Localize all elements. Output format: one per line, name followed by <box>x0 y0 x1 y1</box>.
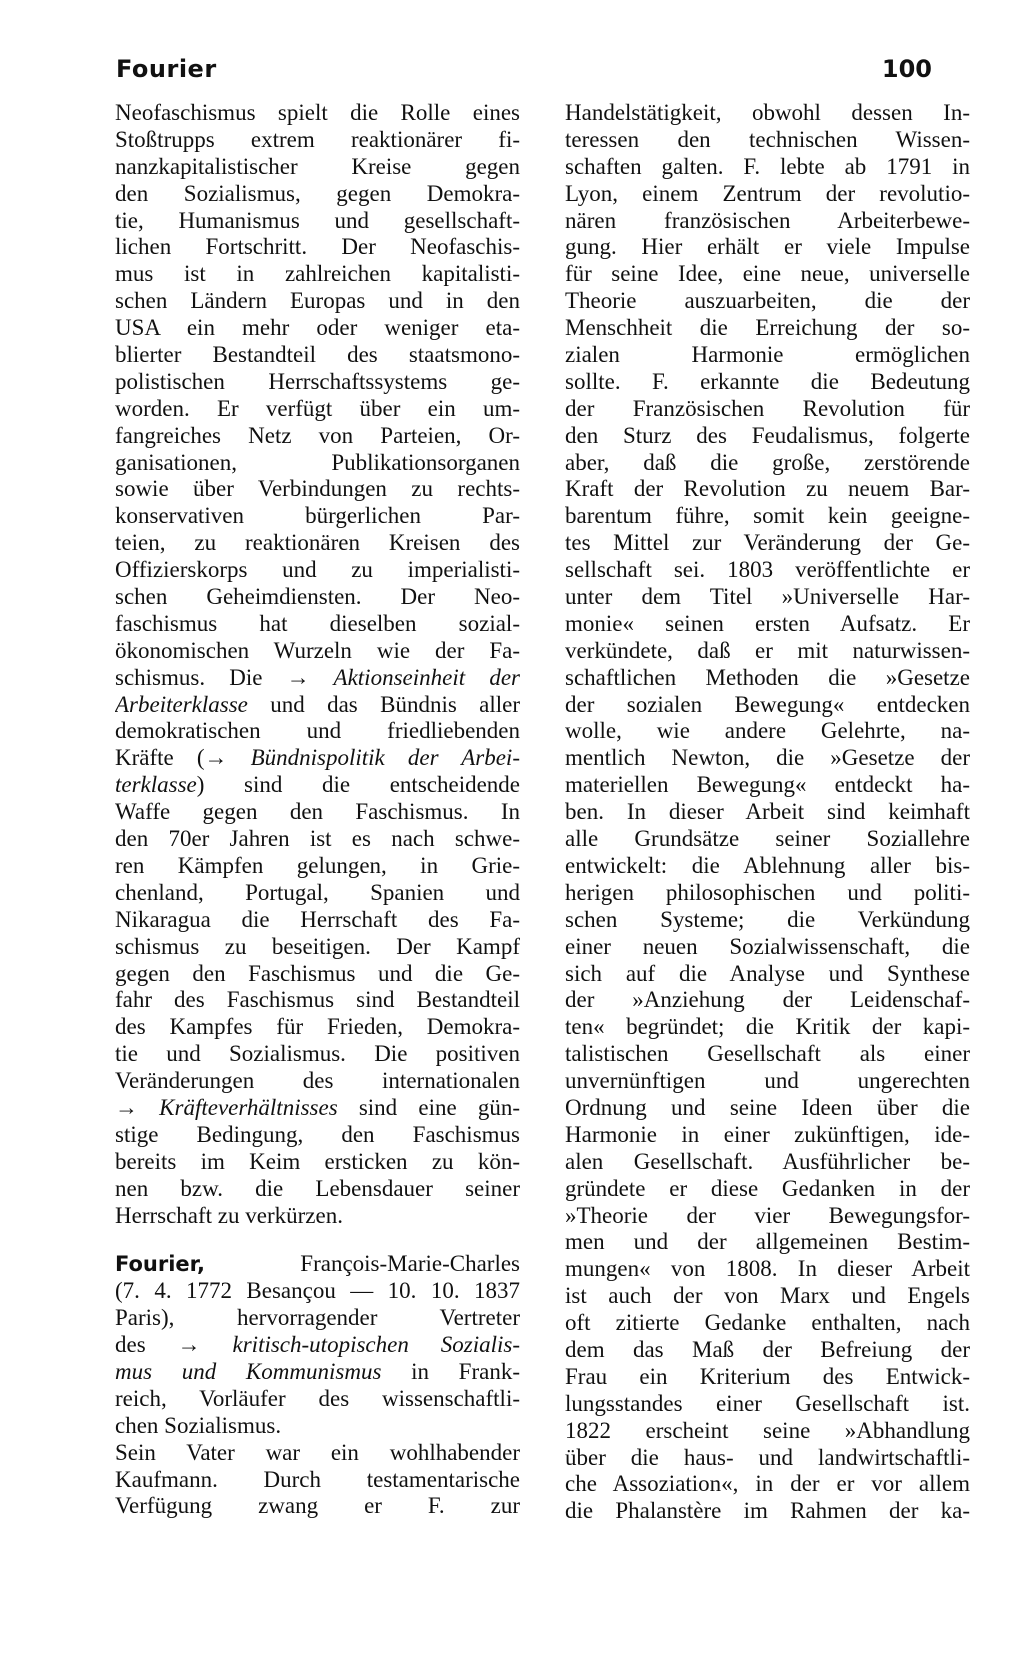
text-line: alen Gesellschaft. Ausführlicher be- <box>565 1148 970 1174</box>
text-line: sollte. F. erkannte die Bedeutung <box>565 368 970 394</box>
text-line: stige Bedingung, den Faschismus <box>115 1121 520 1147</box>
text-line: nanzkapitalistischer Kreise gegen <box>115 153 520 179</box>
text-line: über die haus- und landwirtschaftli- <box>565 1444 970 1470</box>
text-line: schen Geheimdiensten. Der Neo- <box>115 584 520 610</box>
text-line: Waffe gegen den Faschismus. In <box>115 799 520 825</box>
text-line: tie, Humanismus und gesellschaft- <box>115 207 520 233</box>
text-line: lungsstandes einer Gesellschaft ist. <box>565 1390 970 1416</box>
text-line: USA ein mehr oder weniger eta- <box>115 315 520 341</box>
text-line: (7. 4. 1772 Besançou — 10. 10. 1837 <box>115 1278 520 1304</box>
text-line: faschismus hat dieselben sozial- <box>115 610 520 636</box>
cross-reference-link[interactable]: terklasse <box>115 772 197 798</box>
text-line: Harmonie in einer zukünftigen, ide- <box>565 1121 970 1147</box>
text-line: ten« begründet; die Kritik der kapi- <box>565 1014 970 1040</box>
left-column <box>115 100 520 1520</box>
text-line: den 70er Jahren ist es nach schwe- <box>115 826 520 852</box>
text-line: demokratischen und friedliebenden <box>115 718 520 744</box>
arrow-icon: → <box>177 1332 201 1358</box>
cross-reference-link[interactable]: kritisch-utopischen Sozialis- <box>200 1332 520 1358</box>
text-line: »Theorie der vier Bewegungsfor- <box>565 1202 970 1228</box>
text-line: Offizierskorps und zu imperialisti- <box>115 557 520 583</box>
arrow-icon: → <box>204 745 228 771</box>
entry-keyword: Fourier, <box>115 1252 205 1277</box>
text-line: oft zitierte Gedanke enthalten, nach <box>565 1310 970 1336</box>
text-line: Paris), hervorragender Vertreter <box>115 1305 520 1331</box>
text-line: materiellen Bewegung« entdeckt ha- <box>565 772 970 798</box>
text-line: einer neuen Sozialwissenschaft, die <box>565 933 970 959</box>
text-line: alle Grundsätze seiner Soziallehre <box>565 826 970 852</box>
text-line: Kraft der Revolution zu neuem Bar- <box>565 476 970 502</box>
text-line: schen Systeme; die Verkündung <box>565 906 970 932</box>
page-number: 100 <box>881 55 932 83</box>
running-title: Fourier <box>116 55 217 83</box>
text-line: sich auf die Analyse und Synthese <box>565 960 970 986</box>
text-line: Sein Vater war ein wohlhabender <box>115 1439 520 1465</box>
text-line: des → kritisch-utopischen Sozialis- <box>115 1332 520 1358</box>
right-column <box>565 100 970 1525</box>
text-line: → Kräfteverhältnisses sind eine gün- <box>115 1094 520 1120</box>
text-line: tes Mittel zur Veränderung der Ge- <box>565 530 970 556</box>
text-line: schaftlichen Methoden die »Gesetze <box>565 664 970 690</box>
text-line: Handelstätigkeit, obwohl dessen In- <box>565 100 970 125</box>
cross-reference-link[interactable]: mus und Kommunismus <box>115 1358 382 1384</box>
text-line: Kräfte (→ Bündnispolitik der Arbei- <box>115 745 520 771</box>
text-line: Verfügung zwang er F. zur <box>115 1493 520 1519</box>
text-line: der »Anziehung der Leidenschaf- <box>565 987 970 1013</box>
text-line: teressen den technischen Wissen- <box>565 126 970 152</box>
text-line: unter dem Titel »Universelle Har- <box>565 584 970 610</box>
text-line: Frau ein Kriterium des Entwick- <box>565 1363 970 1389</box>
text-line: herigen philosophischen und politi- <box>565 879 970 905</box>
text-line: unvernünftigen und ungerechten <box>565 1068 970 1094</box>
text-line: nären französischen Arbeiterbewe- <box>565 207 970 233</box>
text-line: gegen den Faschismus und die Ge- <box>115 960 520 986</box>
text-line: worden. Er verfügt über ein um- <box>115 395 520 421</box>
text-line: mentlich Newton, die »Gesetze der <box>565 745 970 771</box>
arrow-icon: → <box>115 1094 138 1120</box>
text-line: bereits im Keim ersticken zu kön- <box>115 1148 520 1174</box>
text-line: blierter Bestandteil des staatsmono- <box>115 342 520 368</box>
text-line: lichen Fortschritt. Der Neofaschis- <box>115 234 520 260</box>
text-line: der Französischen Revolution für <box>565 395 970 421</box>
text-line: Stoßtrupps extrem reaktionärer fi- <box>115 126 520 152</box>
text-line: chenland, Portugal, Spanien und <box>115 879 520 905</box>
text-line: talistischen Gesellschaft als einer <box>565 1041 970 1067</box>
text-line: polistischen Herrschaftssystems ge- <box>115 368 520 394</box>
text-line: für seine Idee, eine neue, universelle <box>565 261 970 287</box>
text-line: mus ist in zahlreichen kapitalisti- <box>115 261 520 287</box>
text-line: den Sturz des Feudalismus, folgerte <box>565 422 970 448</box>
text-line: entwickelt: die Ablehnung aller bis- <box>565 852 970 878</box>
text-line: gung. Hier erhält er viele Impulse <box>565 234 970 260</box>
text-line: che Assoziation«, in der er vor allem <box>565 1471 970 1497</box>
text-line: zialen Harmonie ermöglichen <box>565 342 970 368</box>
text-line: schismus. Die → Aktionseinheit der <box>115 664 520 690</box>
text-line: fahr des Faschismus sind Bestandteil <box>115 987 520 1013</box>
neofaschismus-paragraph-cont <box>115 799 520 1095</box>
text-line: wolle, wie andere Gelehrte, na- <box>565 718 970 744</box>
text-line: ganisationen, Publikationsorganen <box>115 449 520 475</box>
text-line: Kaufmann. Durch testamentarische <box>115 1466 520 1492</box>
text-line: konservativen bürgerlichen Par- <box>115 503 520 529</box>
text-line: reich, Vorläufer des wissenschaftli- <box>115 1385 520 1411</box>
text-line: aber, daß die große, zerstörende <box>565 449 970 475</box>
text-line: 1822 erscheint seine »Abhandlung <box>565 1417 970 1443</box>
text-line: dem das Maß der Befreiung der <box>565 1336 970 1362</box>
text-line: Theorie auszuarbeiten, die der <box>565 288 970 314</box>
text-line: monie« seinen ersten Aufsatz. Er <box>565 610 970 636</box>
text-line: schaften galten. F. lebte ab 1791 in <box>565 153 970 179</box>
text-line: sellschaft sei. 1803 veröffentlichte er <box>565 557 970 583</box>
entry-heading-line: Fourier, François-Marie-Charles <box>115 1251 520 1277</box>
text-line: des Kampfes für Frieden, Demokra- <box>115 1014 520 1040</box>
text-line: ist auch der von Marx und Engels <box>565 1283 970 1309</box>
text-line: barentum führe, somit kein geeigne- <box>565 503 970 529</box>
text-line: Herrschaft zu verkürzen. <box>115 1202 343 1228</box>
cross-reference-link[interactable]: Arbeiterklasse <box>115 691 248 717</box>
text-line: nen bzw. die Lebensdauer seiner <box>115 1175 520 1201</box>
text-line: die Phalanstère im Rahmen der ka- <box>565 1498 970 1524</box>
text-line: Veränderungen des internationalen <box>115 1068 520 1094</box>
text-line: mungen« von 1808. In dieser Arbeit <box>565 1256 970 1282</box>
text-line: mus und Kommunismus in Frank- <box>115 1358 520 1384</box>
text-line: ökonomischen Wurzeln wie der Fa- <box>115 637 520 663</box>
neofaschismus-paragraph <box>115 100 520 665</box>
text-line: Nikaragua die Herrschaft des Fa- <box>115 906 520 932</box>
cross-reference-link[interactable]: Aktionseinheit der <box>309 664 520 690</box>
text-line: ren Kämpfen gelungen, in Grie- <box>115 852 520 878</box>
text-line: teien, zu reaktionären Kreisen des <box>115 530 520 556</box>
text-line: verkündete, daß er mit naturwissen- <box>565 637 970 663</box>
text-line: Ordnung und seine Ideen über die <box>565 1094 970 1120</box>
text-line: men und der allgemeinen Bestim- <box>565 1229 970 1255</box>
text-line: Arbeiterklasse und das Bündnis aller <box>115 691 520 717</box>
cross-reference-link[interactable]: Kräfteverhältnisses <box>138 1094 338 1120</box>
text-line: sowie über Verbindungen zu rechts- <box>115 476 520 502</box>
text-line: terklasse) sind die entscheidende <box>115 772 520 798</box>
text-line: fangreiches Netz von Parteien, Or- <box>115 422 520 448</box>
text-line: Menschheit die Erreichung der so- <box>565 315 970 341</box>
text-line: Neofaschismus spielt die Rolle eines <box>115 100 520 125</box>
text-line: Lyon, einem Zentrum der revolutio- <box>565 180 970 206</box>
text-line: gründete er diese Gedanken in der <box>565 1175 970 1201</box>
text-line: schismus zu beseitigen. Der Kampf <box>115 933 520 959</box>
cross-reference-link[interactable]: Bündnispolitik der Arbei- <box>227 745 520 771</box>
arrow-icon: → <box>286 664 310 690</box>
text-line: ben. In dieser Arbeit sind keimhaft <box>565 799 970 825</box>
text-line: tie und Sozialismus. Die positiven <box>115 1041 520 1067</box>
text-line: chen Sozialismus. <box>115 1412 282 1438</box>
neofaschismus-paragraph-end <box>115 1122 520 1230</box>
text-line: der sozialen Bewegung« entdecken <box>565 691 970 717</box>
text-line: den Sozialismus, gegen Demokra- <box>115 180 520 206</box>
text-line: schen Ländern Europas und in den <box>115 288 520 314</box>
